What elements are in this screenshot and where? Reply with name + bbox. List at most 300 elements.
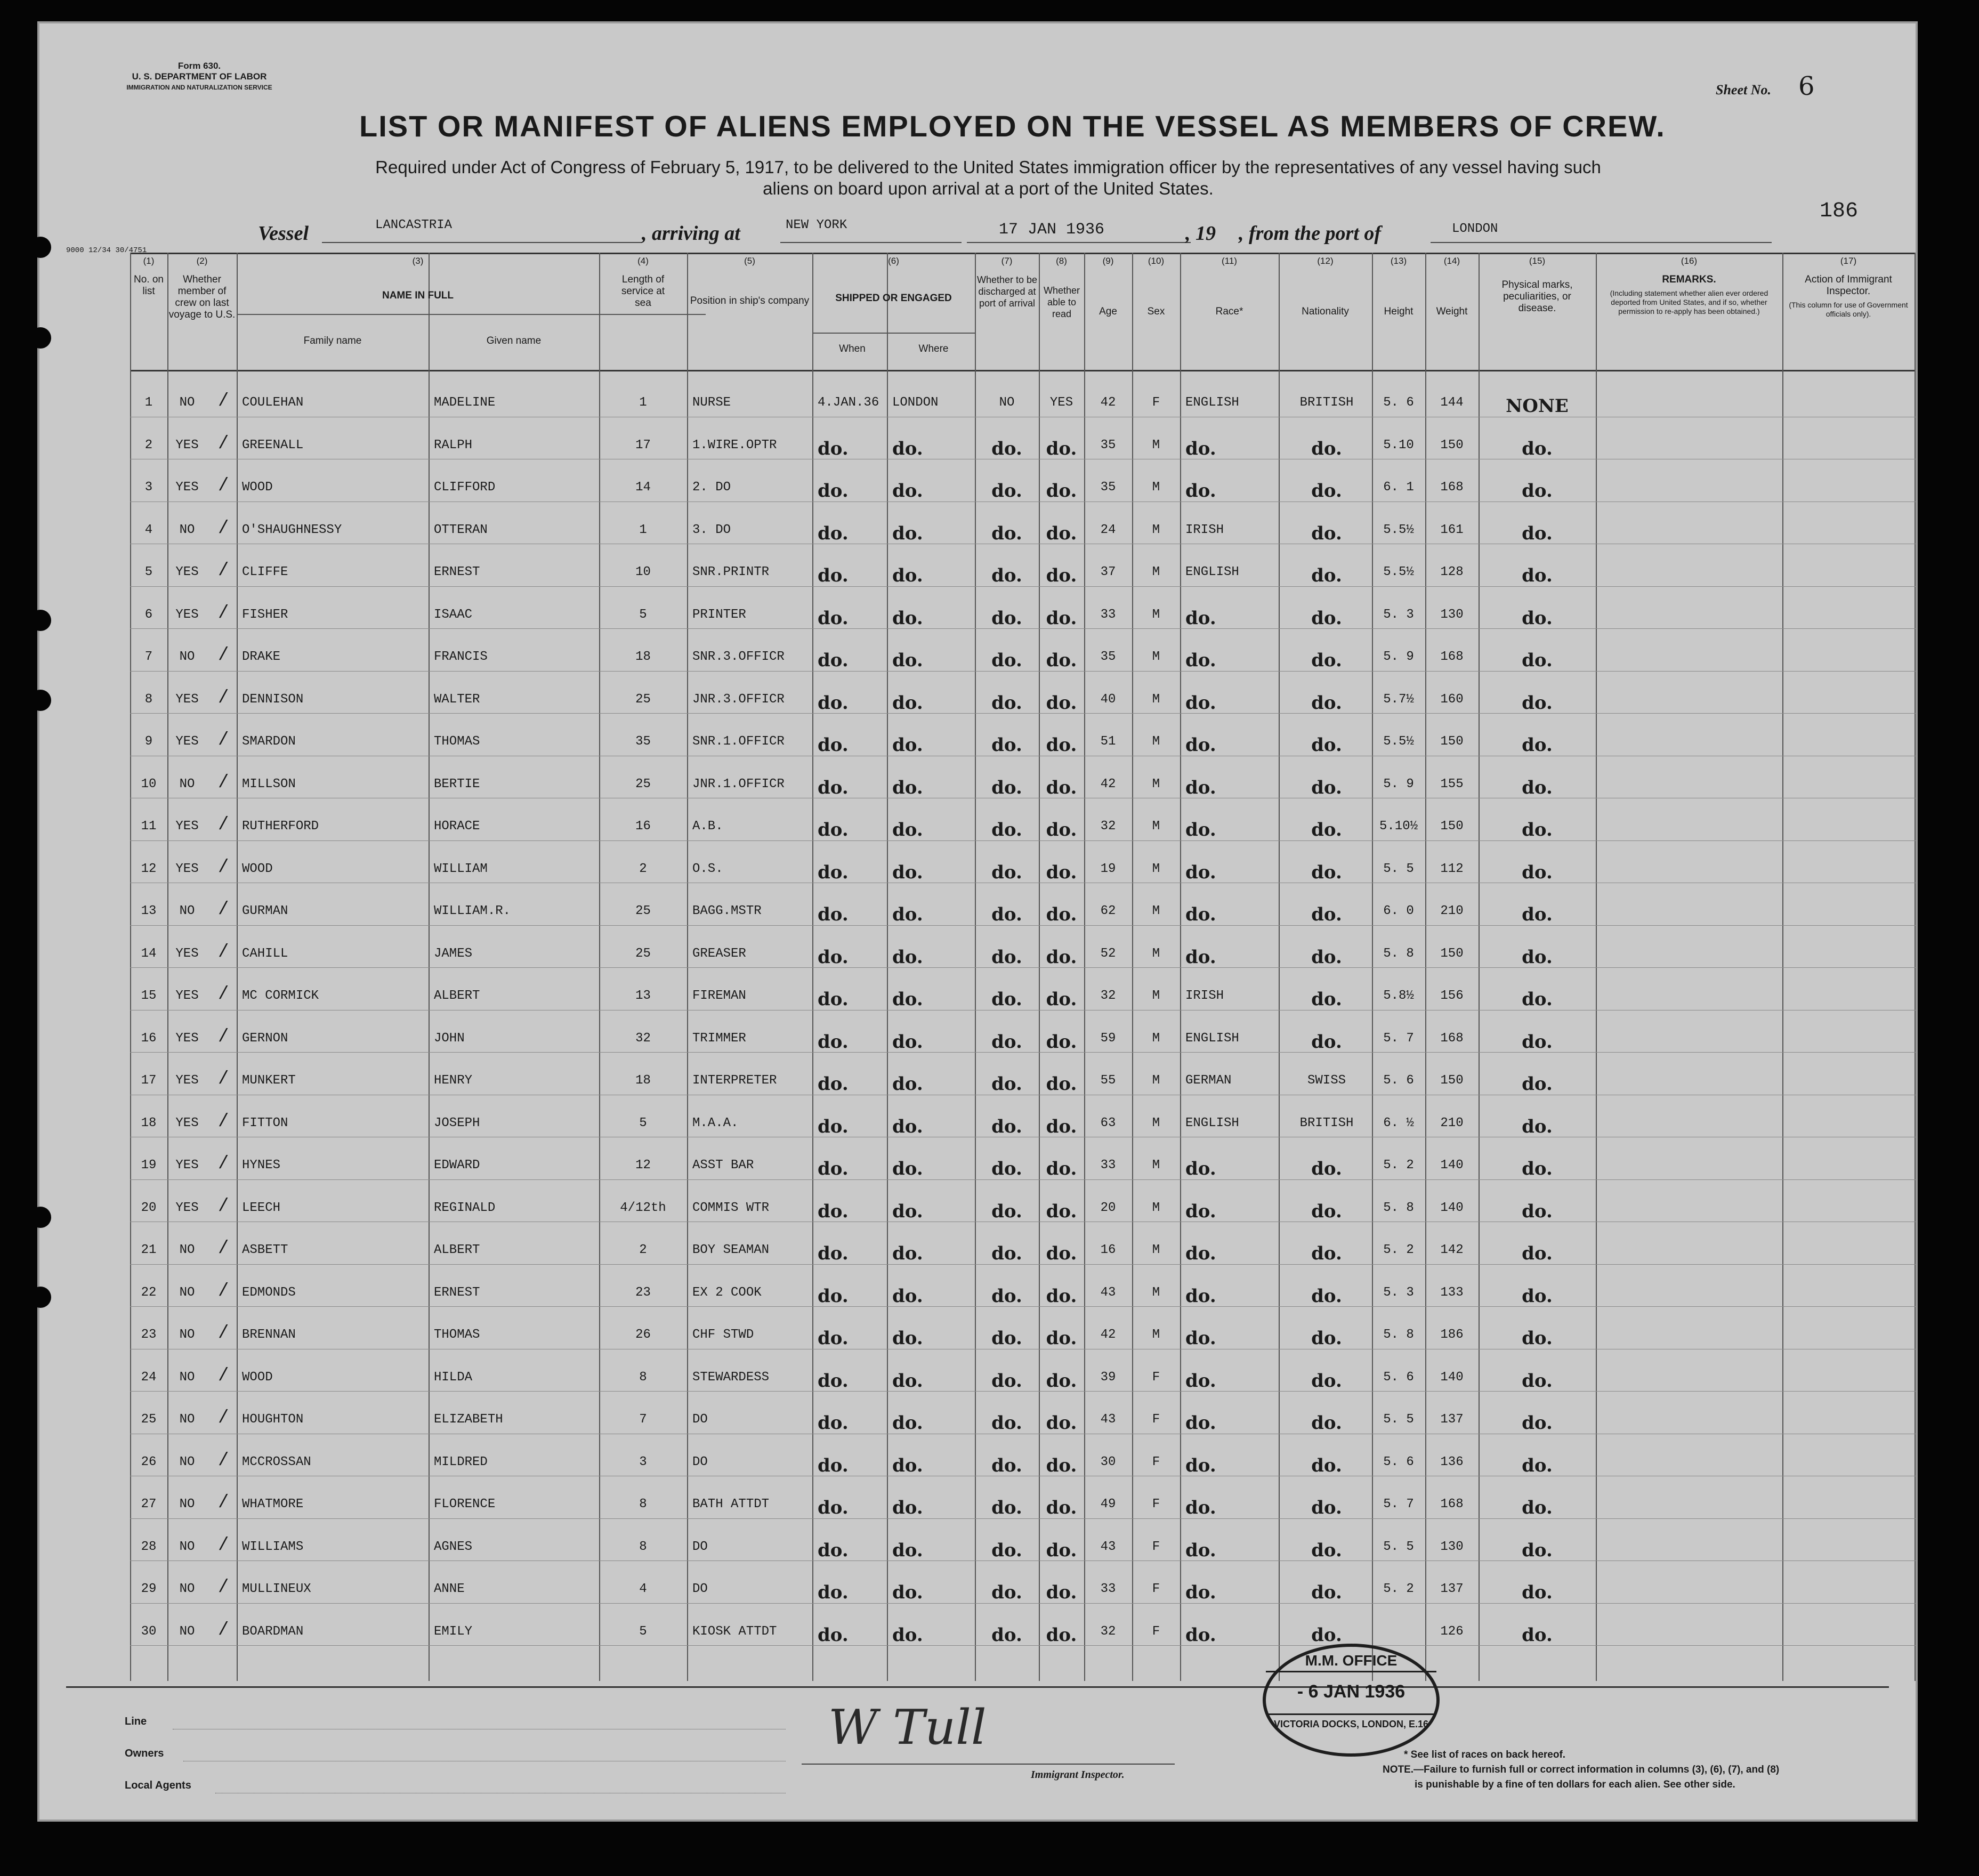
table-row xyxy=(130,1350,1916,1393)
cell-where: do. xyxy=(892,1582,923,1603)
cell-read: do. xyxy=(1046,1115,1077,1137)
cell-age: 35 xyxy=(1100,480,1116,495)
cell-read: do. xyxy=(1046,1497,1077,1518)
cell-weight: 137 xyxy=(1440,1582,1464,1596)
cell-weight: 150 xyxy=(1440,1073,1464,1088)
punch-hole xyxy=(30,327,51,349)
cell-prev: NO xyxy=(179,777,195,791)
cell-discharged: do. xyxy=(991,692,1022,714)
col-header-weight: Weight xyxy=(1436,306,1468,317)
cell-position: SNR.1.OFFICR xyxy=(692,734,785,749)
col-header-no: No. on list xyxy=(134,274,164,297)
cell-no: 18 xyxy=(141,1115,157,1130)
cell-when: do. xyxy=(818,1370,849,1392)
cell-marks: do. xyxy=(1522,946,1553,968)
cell-weight: 133 xyxy=(1440,1285,1464,1300)
form-service: IMMIGRATION AND NATURALIZATION SERVICE xyxy=(126,84,272,91)
cell-height: 5. 2 xyxy=(1383,1582,1414,1596)
col-11-number: (11) xyxy=(1222,256,1237,266)
col-17-number: (17) xyxy=(1840,256,1857,266)
check-mark: / xyxy=(218,1281,229,1301)
check-mark: / xyxy=(218,1450,229,1471)
cell-service: 2 xyxy=(639,1243,647,1257)
check-mark: / xyxy=(218,1111,229,1132)
table-row xyxy=(130,1011,1916,1054)
cell-read: do. xyxy=(1046,1582,1077,1603)
cell-marks: do. xyxy=(1522,1115,1553,1137)
cell-race: ENGLISH xyxy=(1185,1031,1239,1046)
col-15-number: (15) xyxy=(1529,256,1546,266)
cell-family: CAHILL xyxy=(242,946,288,961)
cell-read: do. xyxy=(1046,1454,1077,1476)
cell-nationality: do. xyxy=(1311,946,1342,968)
cell-where: do. xyxy=(892,565,923,586)
cell-when: do. xyxy=(818,861,849,883)
col-header-shipped: SHIPPED OR ENGAGED xyxy=(835,293,952,304)
cell-discharged: do. xyxy=(991,1328,1022,1349)
cell-weight: 130 xyxy=(1440,1539,1464,1554)
penalty-note: NOTE.—Failure to furnish full or correct information in columns (3), (6), (7), and (8) xyxy=(1383,1764,1780,1775)
cell-age: 43 xyxy=(1100,1285,1116,1300)
cell-family: MUNKERT xyxy=(242,1073,296,1088)
check-mark: / xyxy=(218,1069,229,1089)
cell-service: 18 xyxy=(635,650,651,664)
cell-given: ELIZABETH xyxy=(434,1412,503,1427)
table-row xyxy=(130,799,1916,842)
cell-sex: M xyxy=(1152,1243,1160,1257)
cell-nationality: do. xyxy=(1311,904,1342,925)
cell-when: do. xyxy=(818,1454,849,1476)
cell-weight: 140 xyxy=(1440,1200,1464,1215)
cell-position: PRINTER xyxy=(692,607,746,622)
subtitle-line-1: Required under Act of Congress of February 5, 1917, to be delivered to the United States immigration officer by the representatives of any vessel having such xyxy=(375,157,1601,177)
cell-sex: M xyxy=(1152,777,1160,791)
cell-weight: 140 xyxy=(1440,1158,1464,1172)
cell-discharged: do. xyxy=(991,1031,1022,1053)
cell-height: 5. 8 xyxy=(1383,946,1414,961)
cell-no: 20 xyxy=(141,1200,157,1215)
cell-read: do. xyxy=(1046,1158,1077,1179)
cell-given: HORACE xyxy=(434,819,480,834)
cell-read: do. xyxy=(1046,480,1077,502)
cell-discharged: do. xyxy=(991,607,1022,629)
cell-age: 33 xyxy=(1100,1158,1116,1172)
cell-marks: do. xyxy=(1522,565,1553,586)
cell-no: 2 xyxy=(144,438,153,452)
cell-family: ASBETT xyxy=(242,1243,288,1257)
punch-hole xyxy=(30,237,51,258)
form-info xyxy=(109,61,290,93)
cell-when: do. xyxy=(818,989,849,1010)
cell-height: 5.7½ xyxy=(1383,692,1414,707)
cell-read: do. xyxy=(1046,1539,1077,1561)
cell-family: FITTON xyxy=(242,1115,288,1130)
cell-height: 5. 9 xyxy=(1383,650,1414,664)
cell-discharged: do. xyxy=(991,438,1022,459)
cell-when: do. xyxy=(818,1539,849,1561)
cell-prev: YES xyxy=(175,861,199,876)
cell-nationality: do. xyxy=(1311,819,1342,840)
cell-position: GREASER xyxy=(692,946,746,961)
cell-read: do. xyxy=(1046,819,1077,840)
cell-race: do. xyxy=(1185,1243,1216,1264)
cell-age: 63 xyxy=(1100,1115,1116,1130)
cell-where: do. xyxy=(892,1115,923,1137)
cell-no: 30 xyxy=(141,1624,157,1639)
cell-discharged: do. xyxy=(991,1624,1022,1646)
cell-weight: 130 xyxy=(1440,607,1464,622)
cell-sex: M xyxy=(1152,1285,1160,1300)
cell-nationality: do. xyxy=(1311,1497,1342,1518)
cell-given: THOMAS xyxy=(434,1328,480,1342)
cell-service: 25 xyxy=(635,692,651,707)
cell-discharged: do. xyxy=(991,904,1022,925)
col-16-number: (16) xyxy=(1681,256,1698,266)
cell-read: do. xyxy=(1046,1328,1077,1349)
col-header-given-name: Given name xyxy=(486,335,542,346)
cell-when: do. xyxy=(818,1412,849,1434)
form-department: U. S. DEPARTMENT OF LABOR xyxy=(132,71,267,82)
cell-family: GERNON xyxy=(242,1031,288,1046)
stamp-office: M.M. OFFICE xyxy=(1305,1652,1398,1669)
check-mark: / xyxy=(218,1196,229,1217)
cell-where: LONDON xyxy=(892,395,939,410)
cell-service: 18 xyxy=(635,1073,651,1088)
cell-discharged: NO xyxy=(999,395,1015,410)
cell-prev: NO xyxy=(179,1582,195,1596)
cell-given: OTTERAN xyxy=(434,522,488,537)
cell-discharged: do. xyxy=(991,650,1022,671)
cell-nationality: do. xyxy=(1311,1200,1342,1222)
cell-discharged: do. xyxy=(991,1539,1022,1561)
cell-height: 5. 2 xyxy=(1383,1158,1414,1172)
cell-read: do. xyxy=(1046,1412,1077,1434)
cell-position: 2. DO xyxy=(692,480,731,495)
vessel-name: LANCASTRIA xyxy=(375,218,453,232)
cell-family: HOUGHTON xyxy=(242,1412,304,1427)
punch-hole xyxy=(30,690,51,711)
cell-service: 25 xyxy=(635,777,651,791)
cell-sex: M xyxy=(1152,1115,1160,1130)
cell-height: 5. 3 xyxy=(1383,1285,1414,1300)
col-header-nationality: Nationality xyxy=(1302,306,1349,317)
table-row xyxy=(130,460,1916,503)
cell-sex: M xyxy=(1152,650,1160,664)
cell-height: 5. 5 xyxy=(1383,861,1414,876)
cell-marks: do. xyxy=(1522,1328,1553,1349)
cell-nationality: do. xyxy=(1311,480,1342,502)
cell-family: MC CORMICK xyxy=(242,989,319,1003)
col-8-number: (8) xyxy=(1056,256,1067,266)
cell-nationality: do. xyxy=(1311,522,1342,544)
cell-nationality: do. xyxy=(1311,1539,1342,1561)
col-10-number: (10) xyxy=(1148,256,1165,266)
table-row xyxy=(130,842,1916,884)
cell-where: do. xyxy=(892,1243,923,1264)
cell-discharged: do. xyxy=(991,1243,1022,1264)
cell-service: 5 xyxy=(639,1624,647,1639)
check-mark: / xyxy=(218,561,229,581)
cell-position: SNR.PRINTR xyxy=(692,565,770,579)
cell-given: CLIFFORD xyxy=(434,480,496,495)
cell-service: 35 xyxy=(635,734,651,749)
cell-nationality: do. xyxy=(1311,692,1342,714)
cell-weight: 155 xyxy=(1440,777,1464,791)
check-mark: / xyxy=(218,984,229,1005)
cell-height: 5. 6 xyxy=(1383,1370,1414,1385)
cell-race: do. xyxy=(1185,861,1216,883)
cell-position: A.B. xyxy=(692,819,723,834)
cell-discharged: do. xyxy=(991,1497,1022,1518)
cell-height: 5. 5 xyxy=(1383,1412,1414,1427)
cell-family: WOOD xyxy=(242,480,273,495)
table-row xyxy=(130,1604,1916,1647)
cell-marks: do. xyxy=(1522,734,1553,756)
cell-no: 3 xyxy=(144,480,153,495)
cell-given: ALBERT xyxy=(434,989,480,1003)
cell-when: do. xyxy=(818,904,849,925)
cell-sex: F xyxy=(1152,1497,1160,1511)
owners-label: Owners xyxy=(125,1748,164,1759)
col-header-prev-voyage: Whether member of crew on last voyage to U.S. xyxy=(168,274,236,320)
inspector-signature: W Tull xyxy=(828,1700,987,1756)
cell-where: do. xyxy=(892,480,923,502)
cell-where: do. xyxy=(892,1285,923,1307)
cell-age: 42 xyxy=(1100,1328,1116,1342)
cell-marks: do. xyxy=(1522,1624,1553,1646)
cell-where: do. xyxy=(892,989,923,1010)
cell-family: FISHER xyxy=(242,607,288,622)
cell-read: do. xyxy=(1046,1243,1077,1264)
cell-when: do. xyxy=(818,1031,849,1053)
cell-no: 12 xyxy=(141,861,157,876)
check-mark: / xyxy=(218,1493,229,1513)
cell-height: 6. 1 xyxy=(1383,480,1414,495)
check-mark: / xyxy=(218,730,229,750)
cell-race: do. xyxy=(1185,777,1216,798)
cell-height: 5. 9 xyxy=(1383,777,1414,791)
cell-discharged: do. xyxy=(991,1454,1022,1476)
table-row xyxy=(130,714,1916,757)
races-note: * See list of races on back hereof. xyxy=(1404,1749,1566,1760)
cell-race: IRISH xyxy=(1185,989,1224,1003)
cell-sex: M xyxy=(1152,1031,1160,1046)
punch-hole xyxy=(30,1207,51,1228)
cell-discharged: do. xyxy=(991,861,1022,883)
cell-weight: 210 xyxy=(1440,904,1464,918)
cell-family: BRENNAN xyxy=(242,1328,296,1342)
cell-no: 14 xyxy=(141,946,157,961)
cell-no: 1 xyxy=(144,395,153,410)
cell-position: KIOSK ATTDT xyxy=(692,1624,777,1639)
cell-prev: NO xyxy=(179,1285,195,1300)
check-mark: / xyxy=(218,1026,229,1047)
cell-given: MILDRED xyxy=(434,1454,488,1469)
cell-weight: 128 xyxy=(1440,565,1464,579)
cell-race: ENGLISH xyxy=(1185,395,1239,410)
cell-no: 26 xyxy=(141,1454,157,1469)
cell-prev: NO xyxy=(179,1497,195,1511)
cell-marks: do. xyxy=(1522,607,1553,629)
table-row xyxy=(130,1138,1916,1180)
col-header-sex: Sex xyxy=(1147,306,1165,317)
cell-prev: NO xyxy=(179,904,195,918)
table-row xyxy=(130,1307,1916,1350)
cell-given: JAMES xyxy=(434,946,473,961)
cell-nationality: do. xyxy=(1311,1285,1342,1307)
cell-prev: YES xyxy=(175,1031,199,1046)
cell-service: 32 xyxy=(635,1031,651,1046)
vessel-label: Vessel xyxy=(258,222,309,245)
check-mark: / xyxy=(218,1323,229,1344)
cell-no: 22 xyxy=(141,1285,157,1300)
cell-prev: NO xyxy=(179,1370,195,1385)
cell-race: ENGLISH xyxy=(1185,1115,1239,1130)
cell-height: 5. 6 xyxy=(1383,395,1414,410)
cell-age: 52 xyxy=(1100,946,1116,961)
table-row xyxy=(130,1519,1916,1562)
cell-nationality: do. xyxy=(1311,1370,1342,1392)
cell-age: 33 xyxy=(1100,607,1116,622)
check-mark: / xyxy=(218,1408,229,1428)
cell-prev: NO xyxy=(179,1412,195,1427)
cell-given: JOHN xyxy=(434,1031,465,1046)
cell-when: do. xyxy=(818,522,849,544)
cell-given: REGINALD xyxy=(434,1200,496,1215)
cell-no: 8 xyxy=(144,692,153,707)
cell-nationality: do. xyxy=(1311,1624,1342,1646)
cell-family: GREENALL xyxy=(242,438,304,452)
cell-height: 5. 7 xyxy=(1383,1497,1414,1511)
table-row xyxy=(130,1477,1916,1519)
cell-height: 6. ½ xyxy=(1383,1115,1414,1130)
cell-race: do. xyxy=(1185,1454,1216,1476)
cell-service: 5 xyxy=(639,1115,647,1130)
cell-height: 5. 6 xyxy=(1383,1073,1414,1088)
penalty-note-cont: is punishable by a fine of ten dollars for each alien. See other side. xyxy=(1415,1779,1735,1790)
cell-marks: do. xyxy=(1522,1370,1553,1392)
col-header-inspector-action: Action of Immigrant Inspector. xyxy=(1805,274,1892,297)
cell-race: do. xyxy=(1185,607,1216,629)
cell-service: 25 xyxy=(635,904,651,918)
cell-family: MILLSON xyxy=(242,777,296,791)
col-3-number: (3) xyxy=(412,256,424,266)
col-header-when: When xyxy=(839,343,866,354)
cell-discharged: do. xyxy=(991,1370,1022,1392)
cell-given: THOMAS xyxy=(434,734,480,749)
cell-height: 5.8½ xyxy=(1383,989,1414,1003)
cell-sex: M xyxy=(1152,946,1160,961)
cell-when: do. xyxy=(818,1624,849,1646)
cell-race: GERMAN xyxy=(1185,1073,1232,1088)
cell-sex: M xyxy=(1152,565,1160,579)
check-mark: / xyxy=(218,857,229,878)
cell-read: do. xyxy=(1046,1200,1077,1222)
table-row xyxy=(130,1392,1916,1435)
cell-race: do. xyxy=(1185,1412,1216,1434)
cell-nationality: BRITISH xyxy=(1299,1115,1354,1130)
cell-where: do. xyxy=(892,1031,923,1053)
cell-position: DO xyxy=(692,1539,708,1554)
cell-nationality: do. xyxy=(1311,1031,1342,1053)
cell-when: do. xyxy=(818,777,849,798)
cell-nationality: do. xyxy=(1311,438,1342,459)
cell-no: 25 xyxy=(141,1412,157,1427)
cell-position: TRIMMER xyxy=(692,1031,746,1046)
table-row xyxy=(130,884,1916,926)
table-row xyxy=(130,1435,1916,1477)
cell-when: do. xyxy=(818,480,849,502)
cell-nationality: BRITISH xyxy=(1299,395,1354,410)
cell-family: RUTHERFORD xyxy=(242,819,319,834)
cell-sex: M xyxy=(1152,1328,1160,1342)
cell-read: do. xyxy=(1046,904,1077,925)
cell-age: 62 xyxy=(1100,904,1116,918)
cell-age: 19 xyxy=(1100,861,1116,876)
cell-family: GURMAN xyxy=(242,904,288,918)
col-header-height: Height xyxy=(1384,306,1413,317)
cell-weight: 150 xyxy=(1440,819,1464,834)
punch-hole xyxy=(30,1287,51,1308)
cell-age: 33 xyxy=(1100,1582,1116,1596)
cell-discharged: do. xyxy=(991,777,1022,798)
cell-no: 10 xyxy=(141,777,157,791)
cell-read: do. xyxy=(1046,565,1077,586)
cell-family: MCCROSSAN xyxy=(242,1454,311,1469)
cell-weight: 168 xyxy=(1440,480,1464,495)
cell-position: COMMIS WTR xyxy=(692,1200,770,1215)
cell-where: do. xyxy=(892,819,923,840)
cell-service: 14 xyxy=(635,480,651,495)
cell-read: do. xyxy=(1046,1031,1077,1053)
cell-service: 13 xyxy=(635,989,651,1003)
cell-prev: YES xyxy=(175,1200,199,1215)
cell-discharged: do. xyxy=(991,734,1022,756)
cell-service: 3 xyxy=(639,1454,647,1469)
cell-where: do. xyxy=(892,946,923,968)
cell-given: HILDA xyxy=(434,1370,473,1385)
manifest-subtitle xyxy=(215,157,1761,199)
cell-family: DENNISON xyxy=(242,692,304,707)
cell-given: MADELINE xyxy=(434,395,496,410)
cell-discharged: do. xyxy=(991,1200,1022,1222)
cell-age: 42 xyxy=(1100,395,1116,410)
cell-read: do. xyxy=(1046,1073,1077,1095)
cell-service: 8 xyxy=(639,1539,647,1554)
col-5-number: (5) xyxy=(744,256,755,266)
table-row xyxy=(130,1180,1916,1223)
cell-nationality: do. xyxy=(1311,607,1342,629)
col-header-position: Position in ship's company xyxy=(690,295,810,306)
cell-sex: F xyxy=(1152,1624,1160,1639)
inspector-label: Immigrant Inspector. xyxy=(1031,1769,1125,1781)
cell-race: do. xyxy=(1185,946,1216,968)
from-port-label: , from the port of xyxy=(1239,222,1382,245)
check-mark: / xyxy=(218,518,229,539)
table-row xyxy=(130,926,1916,969)
cell-race: do. xyxy=(1185,734,1216,756)
cell-race: do. xyxy=(1185,1539,1216,1561)
page-number: 186 xyxy=(1820,199,1859,223)
cell-read: do. xyxy=(1046,989,1077,1010)
col-header-service: Length of service at sea xyxy=(621,274,665,309)
table-row xyxy=(130,545,1916,587)
cell-read: do. xyxy=(1046,1285,1077,1307)
col-header-discharged: Whether to be discharged at port of arrival xyxy=(976,274,1038,309)
cell-when: do. xyxy=(818,1582,849,1603)
cell-marks: do. xyxy=(1522,1539,1553,1561)
cell-age: 30 xyxy=(1100,1454,1116,1469)
